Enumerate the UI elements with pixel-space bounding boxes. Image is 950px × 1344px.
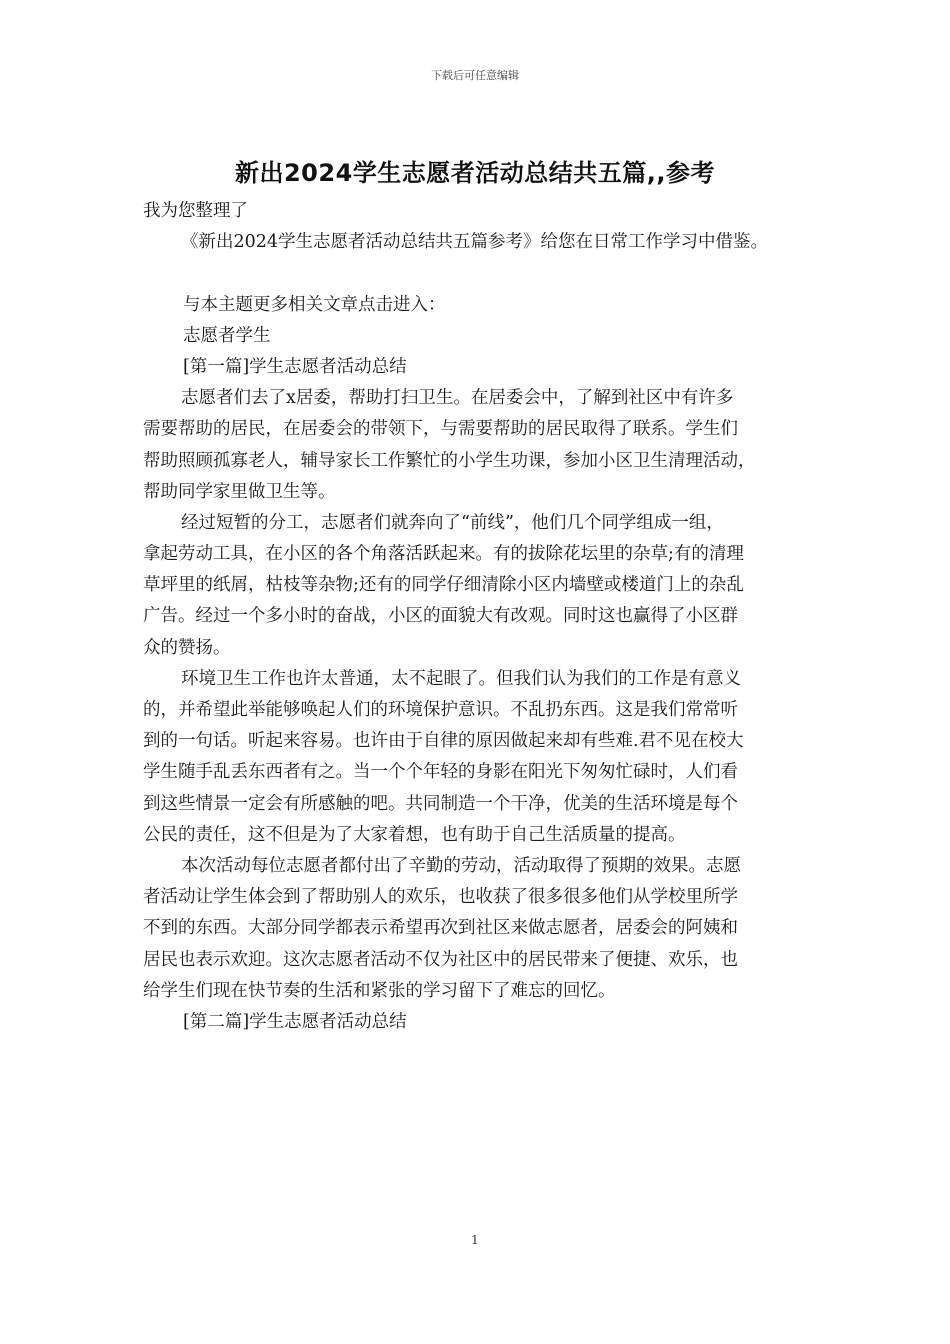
paragraph-line: 环境卫生工作也许太普通，太不起眼了。但我们认为我们的工作是有意义	[181, 668, 741, 689]
related-articles-label: 与本主题更多相关文章点击进入：	[183, 294, 446, 315]
paragraph-line: 不到的东西。大部分同学都表示希望再次到社区来做志愿者，居委会的阿姨和	[143, 918, 738, 939]
paragraph-line: 的，并希望此举能够唤起人们的环境保护意识。不乱扔东西。这是我们常常听	[143, 700, 738, 720]
paragraph-line: 经过短暂的分工，志愿者们就奔向了“前线”，他们几个同学组成一组，	[181, 512, 724, 533]
paragraph-line: 学生随手乱丢东西者有之。当一个个年轻的身影在阳光下匆匆忙碌时，人们看	[143, 762, 738, 783]
section-heading: [第一篇]学生志愿者活动总结	[183, 356, 407, 377]
intro-line: 《新出2024学生志愿者活动总结共五篇参考》给您在日常工作学习中借鉴。	[181, 232, 769, 253]
paragraph-line: 众的赞扬。	[143, 637, 231, 658]
paragraph-line: 草坪里的纸屑，枯枝等杂物;还有的同学仔细清除小区内墙壁或楼道门上的杂乱	[143, 575, 744, 596]
paragraph-line: 到这些情景一定会有所感触的吧。共同制造一个干净，优美的生活环境是每个	[143, 793, 738, 814]
paragraph-line: 广告。经过一个多小时的奋战，小区的面貌大有改观。同时这也赢得了小区群	[143, 606, 738, 627]
intro-line: 我为您整理了	[143, 201, 248, 221]
header-note: 下载后可任意编辑	[431, 69, 519, 82]
paragraph-line: 者活动让学生体会到了帮助别人的欢乐，也收获了很多很多他们从学校里所学	[143, 887, 738, 908]
paragraph-line: 帮助同学家里做卫生等。	[143, 481, 336, 502]
page-number: 1	[471, 1233, 479, 1247]
paragraph-line: 到的一句话。听起来容易。也许由于自律的原因做起来却有些难.君不见在校大	[143, 731, 744, 752]
paragraph-line: 需要帮助的居民，在居委会的带领下，与需要帮助的居民取得了联系。学生们	[143, 419, 738, 440]
document-title: 新出2024学生志愿者活动总结共五篇,,参考	[234, 159, 716, 187]
paragraph-line: 本次活动每位志愿者都付出了辛勤的劳动，活动取得了预期的效果。志愿	[181, 855, 741, 876]
paragraph-line: 给学生们现在快节奏的生活和紧张的学习留下了难忘的回忆。	[143, 980, 616, 1001]
blank-line	[143, 258, 813, 289]
document-body	[143, 196, 813, 1038]
paragraph-line: 公民的责任，这不但是为了大家着想，也有助于自己生活质量的提高。	[143, 824, 686, 845]
paragraph-line: 帮助照顾孤寡老人，辅导家长工作繁忙的小学生功课，参加小区卫生清理活动，	[143, 450, 756, 471]
paragraph-line: 志愿者们去了x居委，帮助打扫卫生。在居委会中，了解到社区中有许多	[181, 388, 734, 409]
paragraph-line: 拿起劳动工具，在小区的各个角落活跃起来。有的拔除花坛里的杂草;有的清理	[143, 544, 744, 565]
paragraph-line: 居民也表示欢迎。这次志愿者活动不仅为社区中的居民带来了便捷、欢乐，也	[143, 949, 738, 970]
related-article-link[interactable]: 志愿者学生	[183, 325, 271, 346]
section-heading: [第二篇]学生志愿者活动总结	[183, 1011, 407, 1032]
